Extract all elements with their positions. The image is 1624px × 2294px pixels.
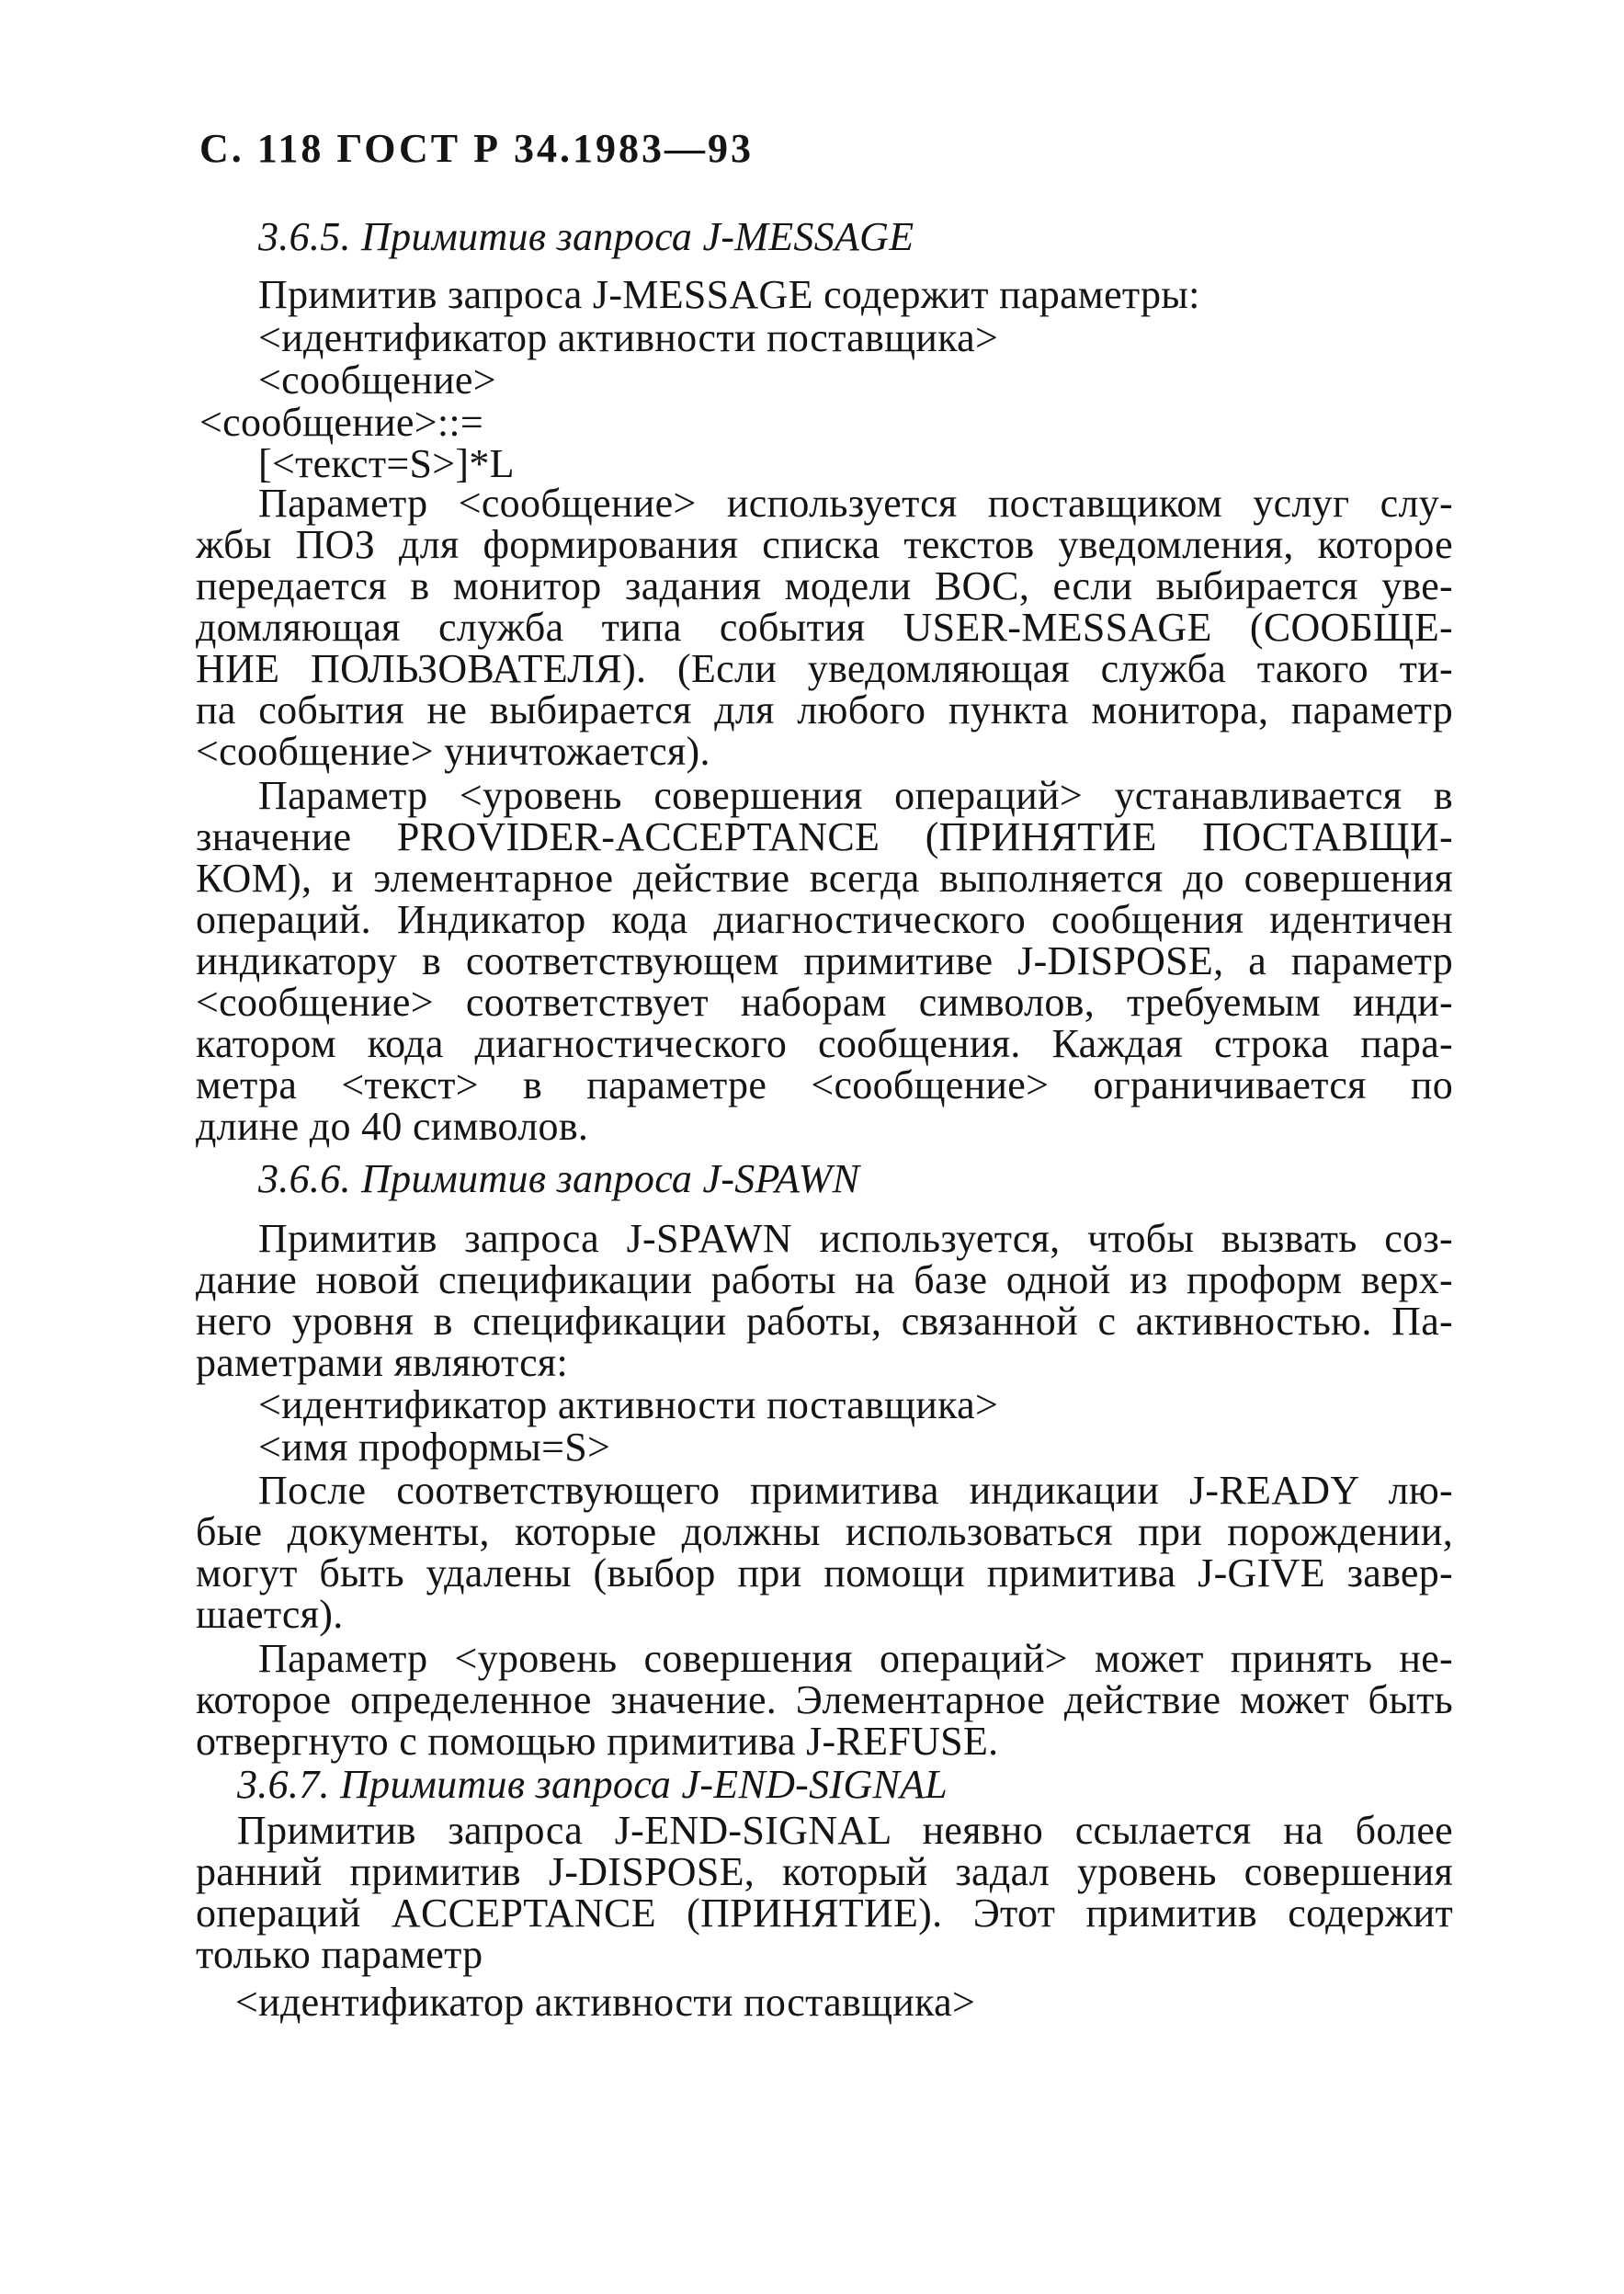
text-line: дание новой спецификации работы на базе одной из проформ верх- <box>196 1257 1453 1302</box>
text-line: Параметр <уровень совершения операций> может принять не- <box>258 1636 1453 1681</box>
section-heading: 3.6.6. Примитив запроса J-SPAWN <box>258 1156 860 1201</box>
text-line: длине до 40 символов. <box>196 1104 589 1149</box>
text-line: НИЕ ПОЛЬЗОВАТЕЛЯ). (Если уведомляющая служба такого ти- <box>196 646 1453 691</box>
text-line: <сообщение>::= <box>199 400 484 445</box>
text-line: индикатору в соответствующем примитиве J-DISPOSE, а параметр <box>196 938 1453 983</box>
text-line: передается в монитор задания модели ВОС, если выбирается уве- <box>196 563 1453 608</box>
text-line: <сообщение> <box>258 358 496 403</box>
text-line: жбы ПОЗ для формирования списка текстов уведомления, которое <box>196 522 1453 567</box>
text-line: которое определенное значение. Элементарное действие может быть <box>196 1677 1453 1722</box>
text-line: раметрами являются: <box>196 1340 568 1385</box>
text-line: Параметр <сообщение> используется поставщиком услуг слу- <box>258 481 1453 526</box>
text-line: <сообщение> уничтожается). <box>196 729 710 774</box>
text-line: метра <текст> в параметре <сообщение> ограничивается по <box>196 1062 1453 1107</box>
text-line: операций ACCEPTANCE (ПРИНЯТИЕ). Этот примитив содержит <box>196 1891 1453 1936</box>
page-header: С. 118 ГОСТ Р 34.1983—93 <box>199 126 755 171</box>
section-heading: 3.6.5. Примитив запроса J-MESSAGE <box>258 214 914 259</box>
text-line: <идентификатор активности поставщика> <box>258 315 999 360</box>
text-line: шается). <box>196 1592 344 1637</box>
text-line: <имя проформы=S> <box>258 1425 611 1470</box>
text-line: <идентификатор активности поставщика> <box>235 1980 976 2025</box>
text-line: КОМ), и элементарное действие всегда выполняется до совершения <box>196 856 1453 901</box>
text-line: <сообщение> соответствует наборам символов, требуемым инди- <box>196 980 1453 1025</box>
text-line: отвергнуто с помощью примитива J-REFUSE. <box>196 1719 999 1764</box>
text-line: Примитив запроса J-END-SIGNAL неявно ссылается на более <box>237 1808 1453 1853</box>
text-line: операций. Индикатор кода диагностического сообщения идентичен <box>196 897 1453 942</box>
text-line: домляющая служба типа события USER-MESSAGE (СООБЩЕ- <box>196 605 1453 650</box>
text-line: па события не выбирается для любого пункта монитора, параметр <box>196 687 1453 732</box>
text-line: <идентификатор активности поставщика> <box>258 1382 999 1427</box>
text-line: Примитив запроса J-MESSAGE содержит параметры: <box>258 272 1200 317</box>
text-line: Примитив запроса J-SPAWN используется, чтобы вызвать соз- <box>258 1216 1453 1261</box>
text-line: После соответствующего примитива индикации J-READY лю- <box>258 1468 1453 1513</box>
text-line: могут быть удалены (выбор при помощи примитива J-GIVE завер- <box>196 1550 1453 1596</box>
text-line: Параметр <уровень совершения операций> устанавливается в <box>258 773 1453 818</box>
section-heading: 3.6.7. Примитив запроса J-END-SIGNAL <box>237 1762 948 1807</box>
text-line: бые документы, которые должны использоваться при порождении, <box>196 1509 1453 1554</box>
text-line: ранний примитив J-DISPOSE, который задал уровень совершения <box>196 1849 1453 1894</box>
text-line: катором кода диагностического сообщения. Каждая строка пара- <box>196 1021 1453 1066</box>
text-line: значение PROVIDER-ACCEPTANCE (ПРИНЯТИЕ ПОСТАВЩИ- <box>196 814 1453 859</box>
text-line: него уровня в спецификации работы, связанной с активностью. Па- <box>196 1299 1453 1344</box>
text-line: только параметр <box>196 1932 483 1977</box>
text-line: [<текст=S>]*L <box>258 441 515 486</box>
